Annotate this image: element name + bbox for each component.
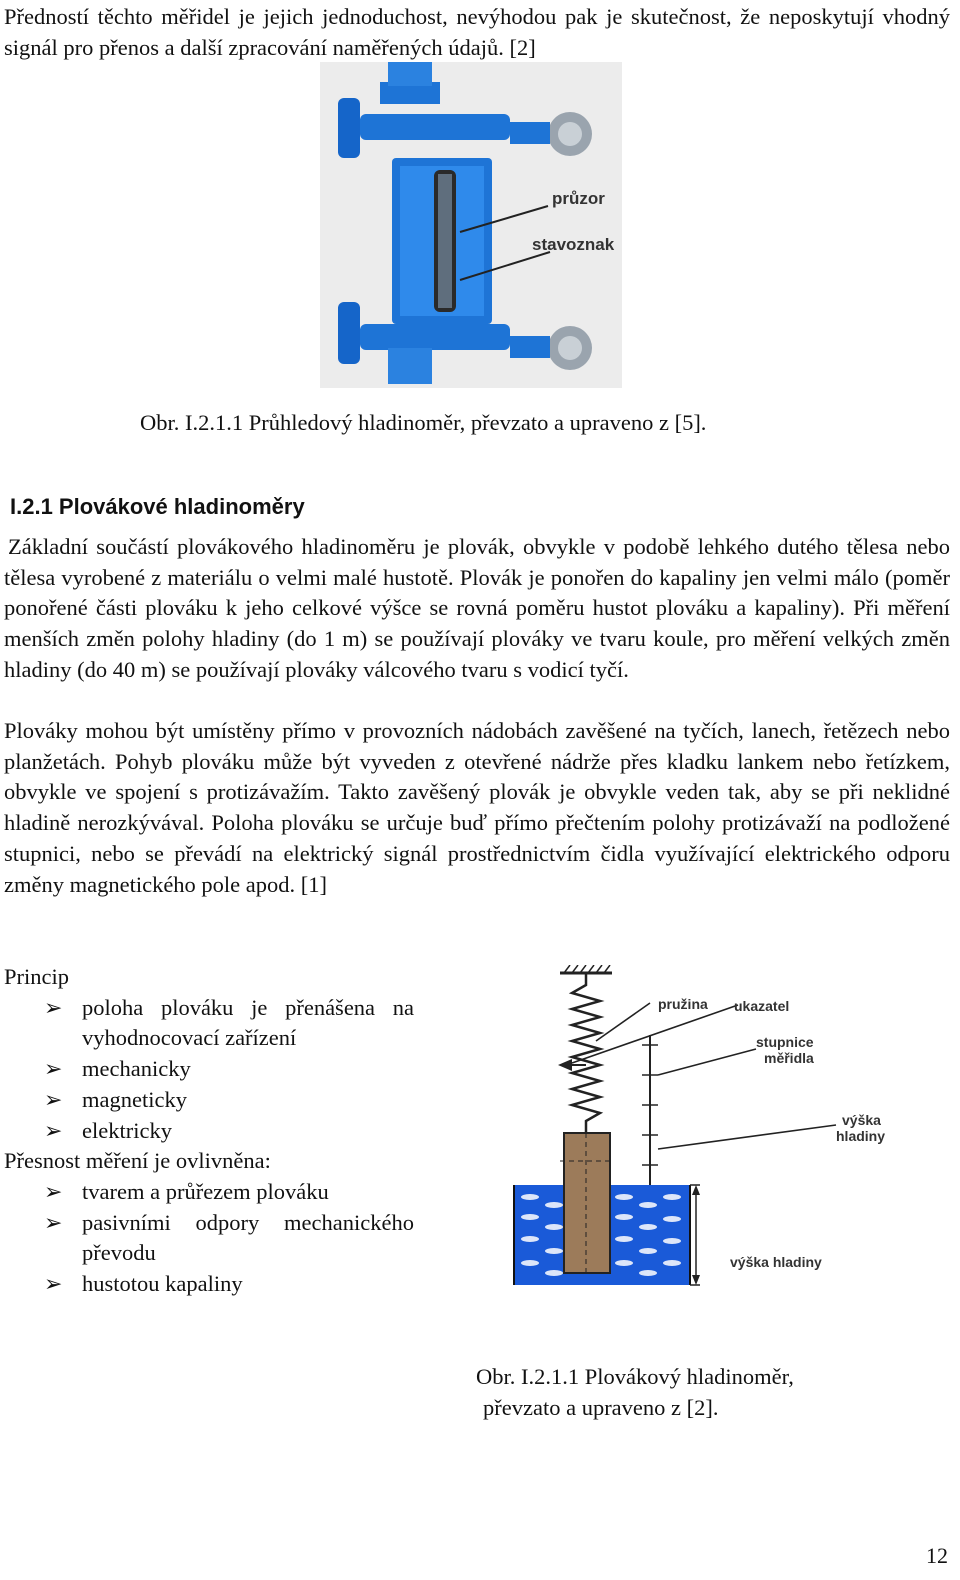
intro-paragraph: Předností těchto měřidel je jejich jednoduchost, nevýhodou pak je skutečnost, že neposkytují vhodný signál pro přenos a další zpracování naměřených údajů. [2] <box>4 4 950 60</box>
list-item: ➢ magneticky <box>4 1085 414 1116</box>
figure1-caption: Obr. I.2.1.1 Průhledový hladinoměr, převzato a upraveno z [5]. <box>140 410 707 435</box>
list-item: ➢ pasivními odpory mechanického převodu <box>44 1209 414 1266</box>
list-item: ➢ hustotou kapaliny <box>4 1269 414 1300</box>
arrow-bullet-icon: ➢ <box>44 1209 63 1235</box>
arrow-bullet-icon: ➢ <box>44 1117 63 1143</box>
list-item: ➢ mechanicky <box>4 1054 414 1085</box>
label-vyska-hladiny: výška hladiny <box>730 1254 822 1270</box>
section-paragraph-2: Plováky mohou být umístěny přímo v provozních nádobách zavěšené na tyčích, lanech, řetězech nebo planžetách. Pohyb plováku může být vyveden z otevřené nádrže přes kladku lankem nebo řetízkem, obvykle ve spojení s protizávažím. Takto zavěšený plovák je obvykle veden tak, aby se při neklidné hladině nerozkývával. Poloha plováku se určuje buď přímo přečtením polohy protizávaží na podložené stupnici, nebo se převádí na elektrický signál prostřednictvím čidla využívající elektrického odporu změny magnetického pole apod. [1] <box>4 718 950 897</box>
accuracy-label: Přesnost měření je ovlivněna: <box>4 1148 271 1174</box>
list-item: ➢ poloha plováku je přenášena na vyhodnocovací zařízení <box>44 994 414 1051</box>
arrow-bullet-icon: ➢ <box>44 1271 63 1297</box>
section-heading: I.2.1 Plovákové hladinoměry <box>10 494 305 519</box>
arrow-bullet-icon: ➢ <box>44 994 63 1020</box>
arrow-bullet-icon: ➢ <box>44 1178 63 1204</box>
label-pruzina: pružina <box>658 996 708 1012</box>
section-paragraph-1: Základní součástí plovákového hladinoměru je plovák, obvykle v podobě lehkého dutého tělesa nebo tělesa vyrobené z materiálu o velmi malé hustotě. Plovák je ponořen do kapaliny jen velmi málo (poměr ponořené části plováku k jeho celkové výšce se rovná poměru hustot plováku a kapaliny). Při měření menších změn polohy hladiny (do 1 m) se používají plováky ve tvaru koule, pro měření velkých změn hladiny (do 40 m) se používají plováky válcového tvaru s vodicí tyčí. <box>4 534 950 682</box>
label-ukazatel: ukazatel <box>734 998 790 1014</box>
label-vyska-line1: výška <box>842 1112 881 1128</box>
principle-label: Princip <box>4 964 69 989</box>
label-stavoznak: stavoznak <box>532 235 615 254</box>
label-stupnice-line2: měřidla <box>764 1050 814 1066</box>
principle-list-block <box>4 962 414 1300</box>
label-vyska-line2: hladiny <box>836 1128 886 1144</box>
accuracy-list <box>4 1177 414 1300</box>
spring-shape <box>572 973 600 1133</box>
label-pruzor: průzor <box>552 189 605 208</box>
list-item: ➢ tvarem a průřezem plováku <box>4 1177 414 1208</box>
arrow-bullet-icon: ➢ <box>44 1086 63 1112</box>
float-body <box>564 1133 610 1273</box>
page-number: 12 <box>926 1543 948 1568</box>
figure2-caption-line2: převzato a upraveno z [2]. <box>483 1395 719 1420</box>
list-item: ➢ elektricky <box>4 1116 414 1147</box>
figure2-caption-line1: Obr. I.2.1.1 Plovákový hladinoměr, <box>476 1364 794 1389</box>
label-stupnice-line1: stupnice <box>756 1034 814 1050</box>
arrow-bullet-icon: ➢ <box>44 1056 63 1082</box>
sight-glass-gauge-figure <box>320 62 622 388</box>
principle-list <box>4 993 414 1147</box>
float-level-gauge-figure <box>500 965 920 1345</box>
